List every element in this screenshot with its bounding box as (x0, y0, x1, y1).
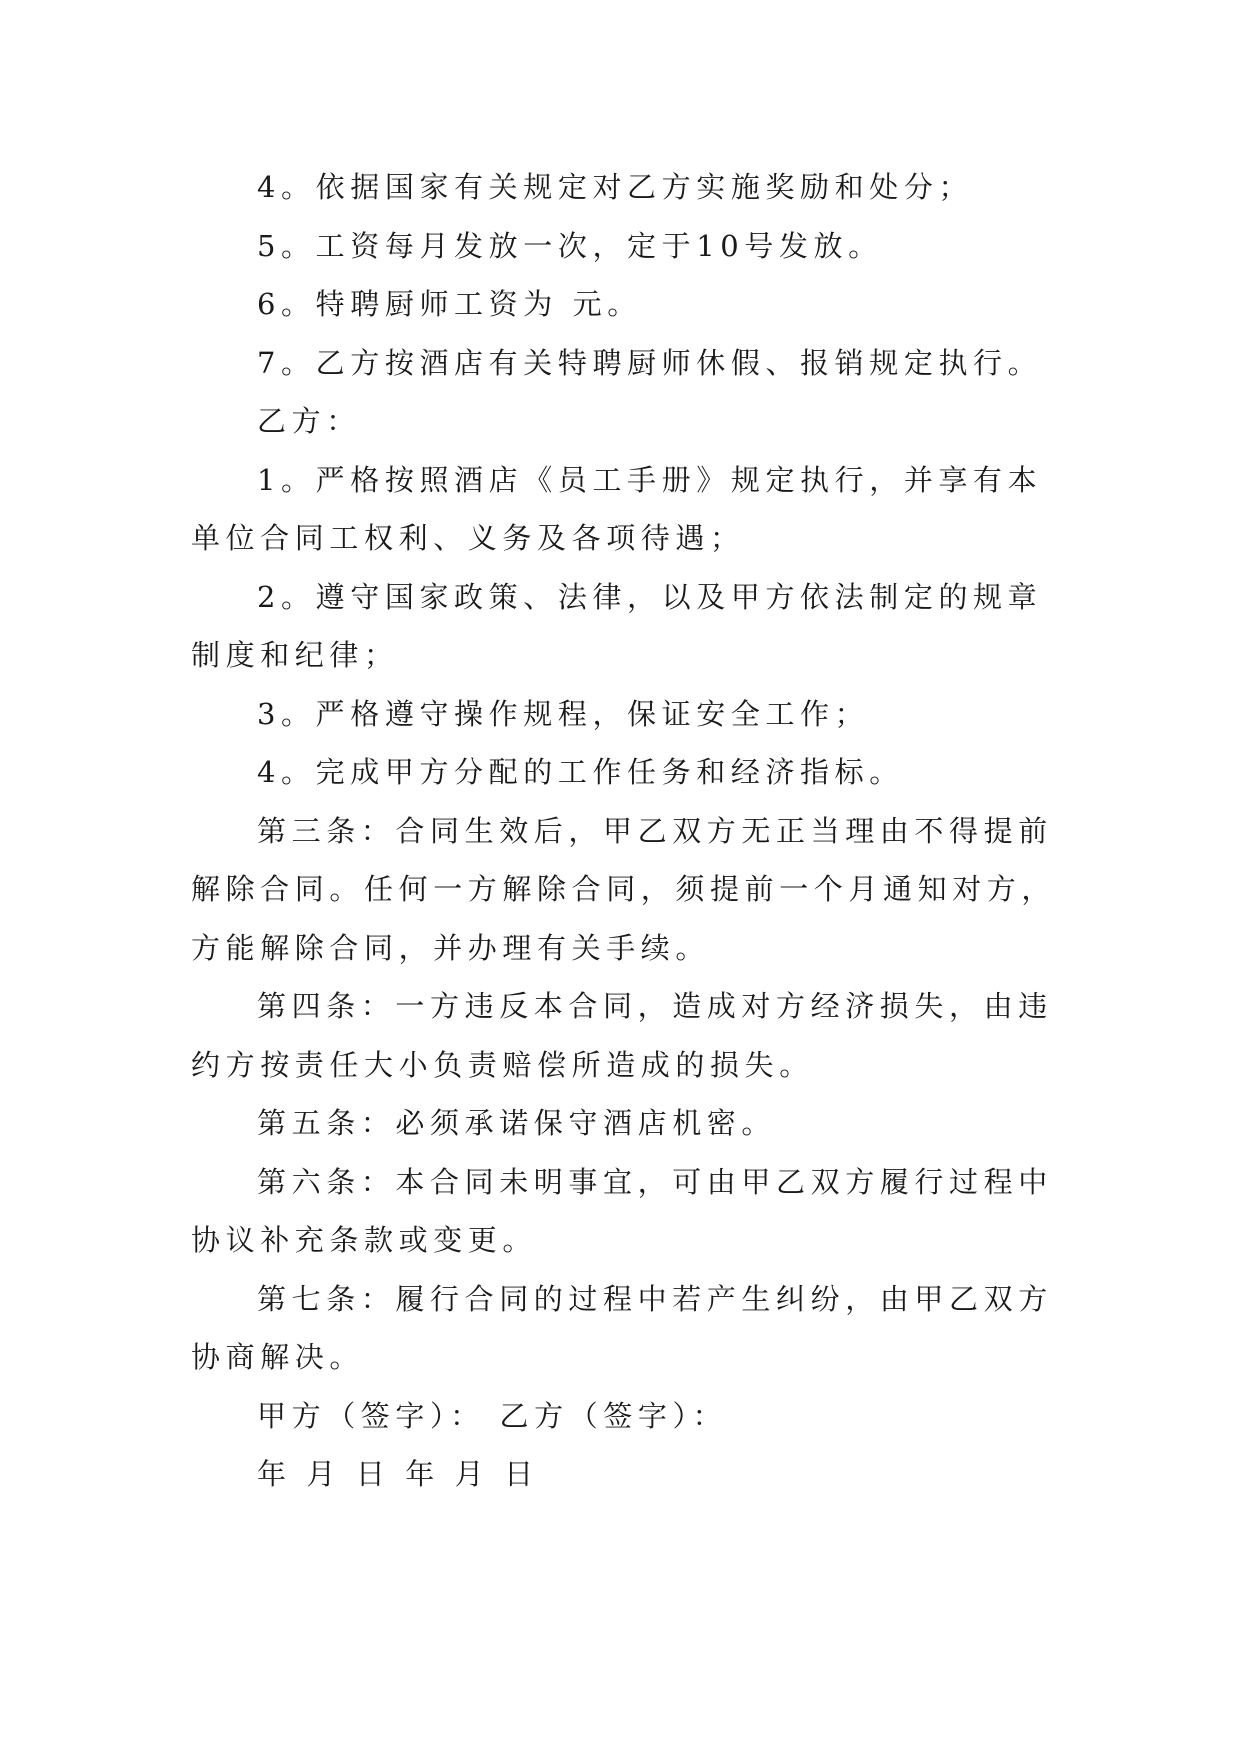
clause-7-leave-reimbursement: 7。乙方按酒店有关特聘厨师休假、报销规定执行。 (257, 345, 1043, 380)
article-6: 第六条：本合同未明事宜，可由甲乙双方履行过程中协议补充条款或变更。 (191, 1164, 1053, 1257)
party-b-item-2: 2。遵守国家政策、法律，以及甲方依法制定的规章制度和纪律； (191, 579, 1043, 672)
clause-5-salary-payment: 5。工资每月发放一次，定于10号发放。 (257, 228, 883, 263)
party-b-item-1: 1。严格按照酒店《员工手册》规定执行，并享有本单位合同工权利、义务及各项待遇； (191, 462, 1043, 555)
party-b-item-4: 4。完成甲方分配的工作任务和经济指标。 (257, 755, 904, 789)
party-b-heading: 乙方： (257, 404, 361, 438)
party-b-item-3: 3。严格遵守操作规程，保证安全工作； (257, 696, 870, 731)
article-7: 第七条：履行合同的过程中若产生纠纷，由甲乙双方协商解决。 (191, 1281, 1053, 1374)
article-3: 第三条：合同生效后，甲乙双方无正当理由不得提前解除合同。任何一方解除合同，须提前一个月通知对方，方能解除合同，并办理有关手续。 (191, 813, 1057, 965)
contract-body (191, 158, 1059, 1504)
date-line: 年 月 日 年 月 日 (257, 1457, 539, 1491)
article-5: 第五条：必须承诺保守酒店机密。 (257, 1106, 777, 1140)
article-4: 第四条：一方违反本合同，造成对方经济损失，由违约方按责任大小负责赔偿所造成的损失。 (191, 989, 1053, 1082)
clause-4-rewards: 4。依据国家有关规定对乙方实施奖励和处分； (257, 170, 974, 204)
signature-line: 甲方（签字）： 乙方（签字）： (257, 1398, 728, 1433)
clause-6-chef-salary: 6。特聘厨师工资为 元。 (257, 287, 642, 321)
